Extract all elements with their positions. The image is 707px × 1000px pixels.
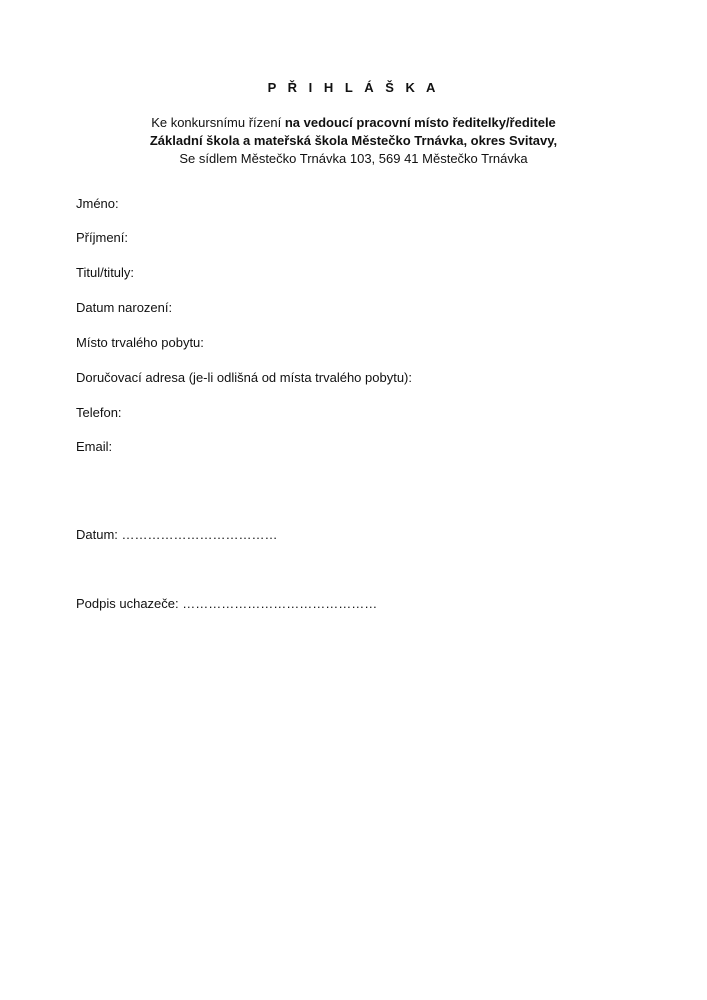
- field-titul: Titul/tituly:: [76, 265, 135, 280]
- header-line-2: Základní škola a mateřská škola Městečko Trnávka, okres Svitavy,: [149, 133, 558, 148]
- field-jmeno: Jméno:: [76, 196, 119, 211]
- header-line-1-bold: na vedoucí pracovní místo ředitelky/ředitele: [284, 115, 556, 130]
- field-dorucovaci-adresa: Doručovací adresa (je-li odlišná od místa trvalého pobytu):: [76, 370, 412, 385]
- document-header: [0, 114, 707, 168]
- signature-line: Podpis uchazeče: ………………………………………: [76, 596, 378, 611]
- field-datum-narozeni: Datum narození:: [76, 300, 173, 315]
- field-prijmeni: Příjmení:: [76, 230, 129, 245]
- field-email: Email:: [76, 439, 113, 454]
- date-line: Datum: ………………………………: [76, 527, 278, 542]
- field-misto-pobytu: Místo trvalého pobytu:: [76, 335, 204, 350]
- document-title: P Ř I H L Á Š K A: [267, 80, 440, 95]
- header-line-1-prefix: Ke konkursnímu řízení: [151, 115, 285, 130]
- header-line-1: [0, 114, 707, 132]
- field-telefon: Telefon:: [76, 405, 122, 420]
- header-line-3: Se sídlem Městečko Trnávka 103, 569 41 Městečko Trnávka: [179, 151, 528, 166]
